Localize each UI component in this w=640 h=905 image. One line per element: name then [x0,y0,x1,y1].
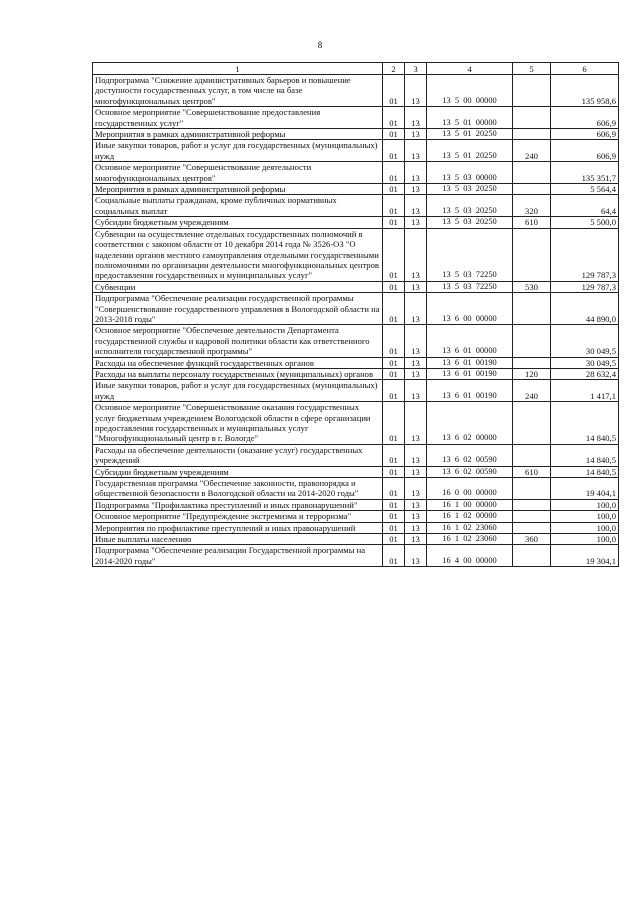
cell-target-article: 13 6 02 00590 [427,444,513,466]
table-row [93,129,619,140]
cell-name: Основное мероприятие "Совершенствование оказания государственных услуг бюджетным учреждением Вологодской области в сфере организации предоставления государственных и муниципальных услуг "Многофункциональный центр в г. Вологде" [93,402,383,445]
header-col-5: 5 [513,63,551,75]
header-col-4: 4 [427,63,513,75]
header-col-3: 3 [405,63,427,75]
table-row [93,293,619,325]
cell-section: 01 [383,184,405,195]
cell-name: Расходы на обеспечение деятельности (оказание услуг) государственных учреждений [93,444,383,466]
cell-amount: 100,0 [551,511,619,522]
table-row [93,140,619,162]
cell-section: 01 [383,195,405,217]
cell-section: 01 [383,466,405,477]
cell-target-article: 13 6 01 00190 [427,380,513,402]
cell-expense-type: 320 [513,195,551,217]
cell-target-article: 13 5 01 20250 [427,140,513,162]
cell-target-article: 13 6 01 00190 [427,368,513,379]
cell-amount: 5 500,0 [551,217,619,228]
cell-expense-type: 240 [513,380,551,402]
table-row [93,217,619,228]
cell-name: Государственная программа "Обеспечение законности, правопорядка и общественной безопасности в Вологодской области на 2014-2020 годы" [93,478,383,500]
cell-amount: 14 840,5 [551,466,619,477]
cell-amount: 30 049,5 [551,357,619,368]
cell-subsection: 13 [405,129,427,140]
table-row [93,228,619,281]
cell-expense-type: 240 [513,140,551,162]
table-row [93,357,619,368]
cell-amount: 14 840,5 [551,444,619,466]
cell-amount: 100,0 [551,499,619,510]
table-row [93,107,619,129]
page-number: 8 [317,40,323,50]
cell-target-article: 13 5 03 00000 [427,162,513,184]
table-row [93,75,619,107]
cell-section: 01 [383,293,405,325]
cell-target-article: 16 1 02 00000 [427,511,513,522]
cell-name: Основное мероприятие "Совершенствование предоставления государственных услуг" [93,107,383,129]
cell-name: Подпрограмма "Снижение административных барьеров и повышение доступности государственных услуг, в том числе на базе многофункциональных центров" [93,75,383,107]
cell-name: Субсидии бюджетным учреждениям [93,217,383,228]
cell-amount: 606,9 [551,140,619,162]
cell-amount: 14 840,5 [551,402,619,445]
cell-section: 01 [383,499,405,510]
cell-subsection: 13 [405,184,427,195]
cell-section: 01 [383,368,405,379]
cell-name: Подпрограмма "Обеспечение реализации государственной программы "Совершенствование государственного управления в Вологодской области на 2013-2018 годы" [93,293,383,325]
cell-expense-type [513,478,551,500]
cell-amount: 100,0 [551,522,619,533]
cell-subsection: 13 [405,368,427,379]
cell-target-article: 13 5 03 20250 [427,217,513,228]
table-header-row [93,63,619,75]
table-body [93,75,619,567]
cell-section: 01 [383,162,405,184]
table-row [93,195,619,217]
cell-subsection: 13 [405,444,427,466]
cell-expense-type: 610 [513,217,551,228]
cell-subsection: 13 [405,195,427,217]
cell-section: 01 [383,357,405,368]
cell-expense-type [513,184,551,195]
cell-amount: 135 351,7 [551,162,619,184]
cell-expense-type: 360 [513,534,551,545]
cell-subsection: 13 [405,511,427,522]
cell-target-article: 16 0 00 00000 [427,478,513,500]
cell-amount: 5 564,4 [551,184,619,195]
cell-expense-type: 530 [513,281,551,292]
table-row [93,478,619,500]
cell-target-article: 16 1 00 00000 [427,499,513,510]
table-row [93,281,619,292]
cell-target-article: 13 5 00 00000 [427,75,513,107]
cell-section: 01 [383,281,405,292]
cell-amount: 44 890,0 [551,293,619,325]
cell-section: 01 [383,402,405,445]
cell-section: 01 [383,534,405,545]
cell-section: 01 [383,545,405,567]
cell-subsection: 13 [405,75,427,107]
table-row [93,325,619,357]
cell-name: Расходы на выплаты персоналу государственных (муниципальных) органов [93,368,383,379]
cell-target-article: 13 5 03 72250 [427,228,513,281]
cell-section: 01 [383,217,405,228]
cell-expense-type [513,402,551,445]
cell-name: Социальные выплаты гражданам, кроме публичных нормативных социальных выплат [93,195,383,217]
table-row [93,466,619,477]
cell-expense-type [513,107,551,129]
cell-expense-type [513,545,551,567]
cell-name: Мероприятия в рамках административной реформы [93,129,383,140]
cell-amount: 1 417,1 [551,380,619,402]
cell-amount: 19 404,1 [551,478,619,500]
cell-section: 01 [383,478,405,500]
header-col-2: 2 [383,63,405,75]
cell-name: Иные закупки товаров, работ и услуг для государственных (муниципальных) нужд [93,380,383,402]
cell-subsection: 13 [405,228,427,281]
cell-target-article: 13 5 03 20250 [427,184,513,195]
cell-target-article: 16 4 00 00000 [427,545,513,567]
cell-subsection: 13 [405,402,427,445]
cell-amount: 129 787,3 [551,281,619,292]
cell-target-article: 16 1 02 23060 [427,534,513,545]
cell-subsection: 13 [405,478,427,500]
cell-section: 01 [383,325,405,357]
cell-subsection: 13 [405,545,427,567]
cell-section: 01 [383,228,405,281]
cell-subsection: 13 [405,325,427,357]
cell-subsection: 13 [405,217,427,228]
cell-section: 01 [383,75,405,107]
table-row [93,380,619,402]
cell-target-article: 16 1 02 23060 [427,522,513,533]
table-row [93,402,619,445]
cell-amount: 28 632,4 [551,368,619,379]
cell-name: Основное мероприятие "Совершенствование деятельности многофункциональных центров" [93,162,383,184]
cell-subsection: 13 [405,162,427,184]
cell-amount: 100,0 [551,534,619,545]
cell-name: Иные закупки товаров, работ и услуг для государственных (муниципальных) нужд [93,140,383,162]
cell-subsection: 13 [405,534,427,545]
cell-subsection: 13 [405,140,427,162]
cell-expense-type [513,228,551,281]
cell-subsection: 13 [405,466,427,477]
cell-subsection: 13 [405,281,427,292]
cell-expense-type [513,511,551,522]
table-row [93,368,619,379]
budget-table [92,62,619,567]
cell-expense-type [513,325,551,357]
cell-amount: 30 049,5 [551,325,619,357]
cell-expense-type: 610 [513,466,551,477]
cell-target-article: 13 5 01 20250 [427,129,513,140]
cell-name: Подпрограмма "Обеспечение реализации Государственной программы на 2014-2020 годы" [93,545,383,567]
cell-amount: 606,9 [551,129,619,140]
cell-expense-type [513,293,551,325]
cell-name: Иные выплаты населению [93,534,383,545]
header-col-1: 1 [93,63,383,75]
cell-amount: 135 958,6 [551,75,619,107]
cell-name: Подпрограмма "Профилактика преступлений и иных правонарушений" [93,499,383,510]
cell-name: Основное мероприятие "Обеспечение деятельности Департамента государственной службы и кадровой политики области как ответственного исполнителя государственной программы" [93,325,383,357]
cell-expense-type [513,499,551,510]
cell-amount: 64,4 [551,195,619,217]
cell-target-article: 13 5 03 20250 [427,195,513,217]
cell-expense-type [513,444,551,466]
table-row [93,522,619,533]
cell-name: Субсидии бюджетным учреждениям [93,466,383,477]
cell-target-article: 13 6 02 00590 [427,466,513,477]
cell-name: Субвенции [93,281,383,292]
cell-target-article: 13 6 00 00000 [427,293,513,325]
table-row [93,444,619,466]
cell-section: 01 [383,129,405,140]
table-row [93,162,619,184]
cell-section: 01 [383,380,405,402]
cell-subsection: 13 [405,499,427,510]
cell-expense-type [513,522,551,533]
cell-expense-type [513,75,551,107]
table-row [93,534,619,545]
cell-section: 01 [383,511,405,522]
cell-target-article: 13 6 01 00190 [427,357,513,368]
cell-subsection: 13 [405,522,427,533]
cell-expense-type: 120 [513,368,551,379]
cell-name: Мероприятия по профилактике преступлений и иных правонарушений [93,522,383,533]
cell-name: Субвенции на осуществление отдельных государственных полномочий в соответствии с законом области от 10 декабря 2014 года № 3526-ОЗ "О наделении органов местного самоуправления отдельными государственными полномочиями по организации деятельности многофункциональных центров предоставления государственных и муниципальных услуг" [93,228,383,281]
cell-target-article: 13 5 01 00000 [427,107,513,129]
cell-amount: 19 304,1 [551,545,619,567]
table-row [93,499,619,510]
cell-target-article: 13 6 02 00000 [427,402,513,445]
cell-section: 01 [383,522,405,533]
cell-subsection: 13 [405,380,427,402]
cell-name: Основное мероприятие "Предупреждение экстремизма и терроризма" [93,511,383,522]
table-row [93,545,619,567]
cell-name: Расходы на обеспечение функций государственных органов [93,357,383,368]
cell-subsection: 13 [405,357,427,368]
cell-section: 01 [383,444,405,466]
cell-section: 01 [383,140,405,162]
cell-subsection: 13 [405,107,427,129]
table-row [93,511,619,522]
cell-subsection: 13 [405,293,427,325]
cell-expense-type [513,162,551,184]
cell-amount: 606,9 [551,107,619,129]
cell-amount: 129 787,3 [551,228,619,281]
cell-section: 01 [383,107,405,129]
cell-expense-type [513,357,551,368]
header-col-6: 6 [551,63,619,75]
cell-name: Мероприятия в рамках административной реформы [93,184,383,195]
cell-expense-type [513,129,551,140]
cell-target-article: 13 5 03 72250 [427,281,513,292]
cell-target-article: 13 6 01 00000 [427,325,513,357]
table-row [93,184,619,195]
